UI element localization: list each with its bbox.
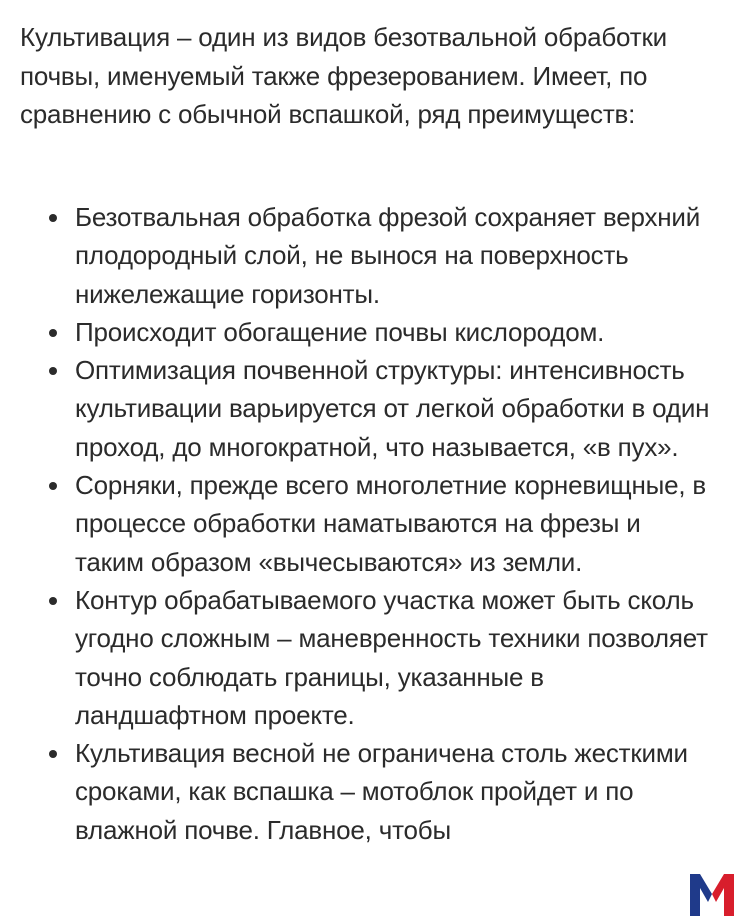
list-item bbox=[75, 466, 715, 581]
bullet-dot-icon bbox=[49, 597, 57, 605]
list-item-text: Безотвальная обработка фрезой сохраняет верхний плодородный слой, не вынося на поверхность нижележащие горизонты. bbox=[75, 202, 701, 309]
list-item bbox=[75, 351, 715, 466]
bullet-dot-icon bbox=[49, 750, 57, 758]
logo-right-stroke bbox=[712, 874, 734, 916]
bullet-dot-icon bbox=[49, 367, 57, 375]
list-item-text: Происходит обогащение почвы кислородом. bbox=[75, 316, 605, 347]
logo-left-stroke bbox=[690, 874, 712, 916]
list-item bbox=[75, 313, 715, 351]
advantages-list bbox=[75, 198, 715, 849]
intro-paragraph: Культивация – один из видов безотвальной обработки почвы, именуемый также фрезерованием. Имеет, по сравнению с обычной вспашкой, ряд преимуществ: bbox=[20, 22, 667, 129]
list-item-text: Оптимизация почвенной структуры: интенсивность культивации варьируется от легкой обработки в один проход, до многократной, что называется, «в пух». bbox=[75, 355, 710, 462]
list-item-text: Контур обрабатываемого участка может быть сколь угодно сложным – маневренность техники позволяет точно соблюдать границы, указанные в ландшафтном проекте. bbox=[75, 584, 708, 730]
bullet-dot-icon bbox=[49, 482, 57, 490]
bullet-dot-icon bbox=[49, 329, 57, 337]
list-item bbox=[75, 734, 715, 849]
list-item bbox=[75, 198, 715, 313]
list-item-text: Сорняки, прежде всего многолетние корневищные, в процессе обработки наматываются на фрезы и таким образом «вычесываются» из земли. bbox=[75, 470, 707, 577]
m-logo-icon bbox=[686, 870, 738, 918]
article-body bbox=[20, 18, 720, 134]
bullet-dot-icon bbox=[49, 214, 57, 222]
list-item bbox=[75, 581, 715, 734]
list-item-text: Культивация весной не ограничена столь жесткими сроками, как вспашка – мотоблок пройдет и по влажной почве. Главное, чтобы bbox=[75, 738, 688, 845]
